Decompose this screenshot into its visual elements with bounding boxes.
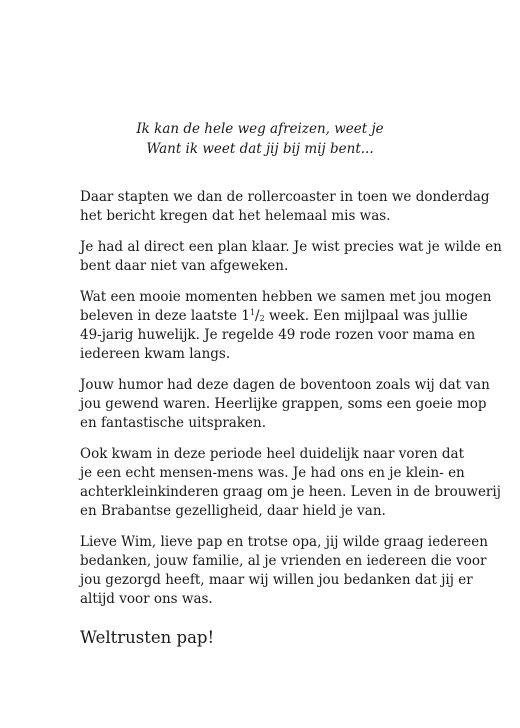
text-line: jou gewend waren. Heerlijke grappen, soms een goeie mop <box>80 396 487 412</box>
fraction-after-text: week. Een mijlpaal was jullie <box>264 308 468 324</box>
quote-line-2: Want ik weet dat jij bij mij bent... <box>146 141 374 157</box>
letter-body <box>80 188 502 649</box>
paragraph-thanks <box>80 533 488 609</box>
text-line: je een echt mensen-mens was. Je had ons en je klein- en <box>80 465 465 481</box>
text-line: Ook kwam in deze periode heel duidelijk naar voren dat <box>80 446 465 462</box>
text-line: bent daar niet van afgeweken. <box>80 258 289 274</box>
paragraph-people-person <box>80 445 501 521</box>
poem-quote <box>0 119 520 159</box>
text-line: bedanken, jouw familie, al je vrienden en iedereen die voor <box>80 553 487 569</box>
text-line: Jouw humor had deze dagen de boventoon zoals wij dat van <box>80 377 490 393</box>
text-line-with-fraction: beleven in deze laatste $1^1/_2$ week. Een mijlpaal was jullie <box>80 308 468 324</box>
paragraph-rollercoaster <box>80 188 490 226</box>
closing-line: Weltrusten pap! <box>80 628 215 647</box>
text-line: en Brabantse gezelligheid, daar hield je van. <box>80 503 386 519</box>
text-line: 49-jarig huwelijk. Je regelde 49 rode rozen voor mama en <box>80 327 476 343</box>
text-line: altijd voor ons was. <box>80 591 213 607</box>
text-line: het bericht kregen dat het helemaal mis was. <box>80 208 391 224</box>
quote-line-1: Ik kan de hele weg afreizen, weet je <box>136 121 384 137</box>
paragraph-plan <box>80 238 502 276</box>
text-line: Je had al direct een plan klaar. Je wist precies wat je wilde en <box>80 239 502 255</box>
text-line: jou gezorgd heeft, maar wij willen jou bedanken dat jij er <box>80 572 473 588</box>
paragraph-moments <box>80 288 492 364</box>
fraction-numerator: 1 <box>249 308 256 317</box>
text-line: achterkleinkinderen graag om je heen. Leven in de brouwerij <box>80 484 501 500</box>
text-line: iedereen kwam langs. <box>80 346 231 362</box>
text-line: Daar stapten we dan de rollercoaster in toen we donderdag <box>80 189 490 205</box>
fraction-before-text: beleven in deze laatste 1 <box>80 308 250 324</box>
text-line: Wat een mooie momenten hebben we samen met jou mogen <box>80 289 492 305</box>
fraction-denominator: 2 <box>259 314 265 323</box>
text-line: en fantastische uitspraken. <box>80 415 266 431</box>
text-line: Lieve Wim, lieve pap en trotse opa, jij wilde graag iedereen <box>80 534 488 550</box>
paragraph-humor <box>80 376 490 433</box>
